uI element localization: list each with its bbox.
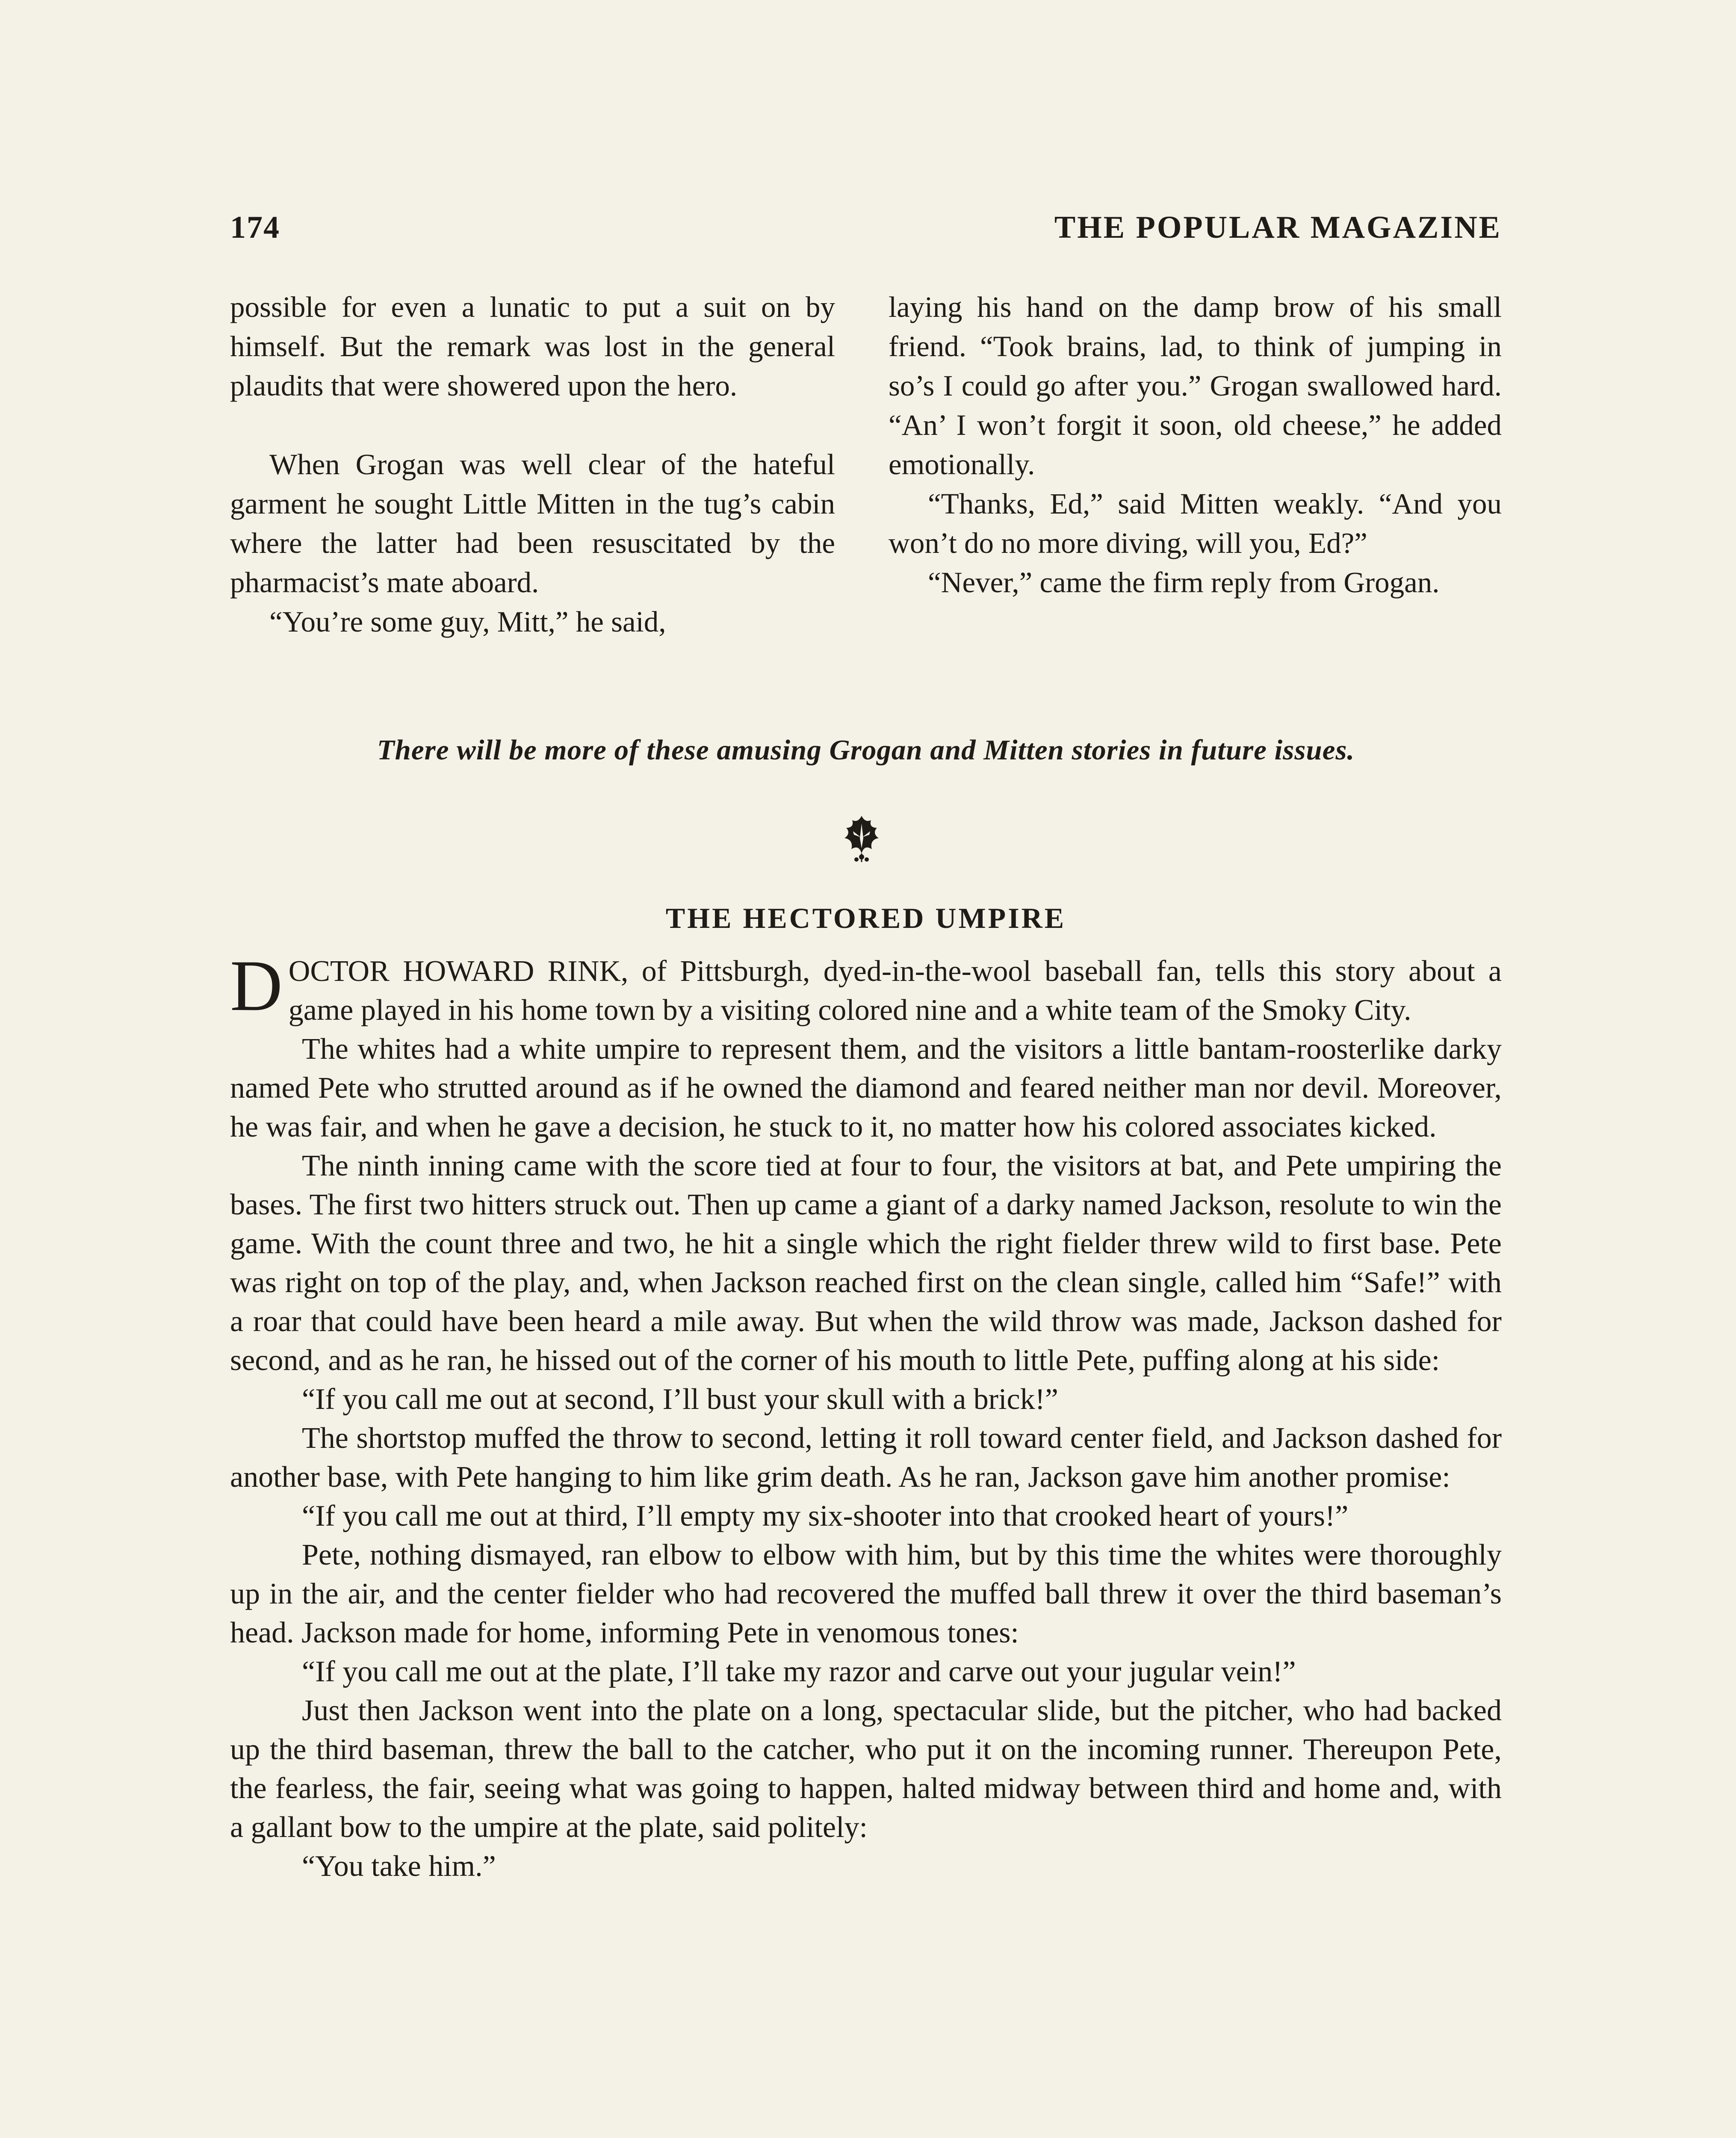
left-paragraph-3: “You’re some guy, Mitt,” he said, bbox=[269, 605, 666, 638]
magazine-title: THE POPULAR MAGAZINE bbox=[1054, 210, 1502, 245]
left-paragraph-2: When Grogan was well clear of the hateful garment he sought Little Mitten in the tug’s cabin where the latter had been resuscitated by the pharmacist’s mate aboard. bbox=[230, 448, 835, 599]
running-header bbox=[230, 210, 1502, 257]
story-paragraph: Pete, nothing dismayed, ran elbow to elbow with him, but by this time the whites were thoroughly up in the air, and the center fielder who had recovered the muffed ball threw it over the third baseman’s head. Jackson made for home, informing Pete in venomous tones: bbox=[230, 1539, 1502, 1649]
left-paragraph-1: possible for even a lunatic to put a suit on by himself. But the remark was lost in the general plaudits that were showered upon the hero. bbox=[230, 291, 835, 402]
right-column bbox=[889, 287, 1502, 602]
right-paragraph-3: “Never,” came the firm reply from Grogan. bbox=[928, 566, 1440, 599]
drop-cap: D bbox=[230, 945, 283, 1026]
story-quote: “You take him.” bbox=[302, 1850, 496, 1883]
story-quote: “If you call me out at the plate, I’ll take my razor and carve out your jugular vein!” bbox=[302, 1655, 1296, 1688]
story-body bbox=[230, 945, 1502, 1886]
story-title: THE HECTORED UMPIRE bbox=[665, 902, 1066, 934]
left-column bbox=[230, 287, 835, 641]
story-paragraph: The shortstop muffed the throw to second, letting it roll toward center field, and Jackson dashed for another base, with Pete hanging to him like grim death. As he ran, Jackson gave him another promise: bbox=[230, 1422, 1502, 1494]
vine-leaf-icon bbox=[836, 812, 887, 864]
story-quote: “If you call me out at second, I’ll bust your skull with a brick!” bbox=[302, 1383, 1058, 1416]
story-quote: “If you call me out at third, I’ll empty my six-shooter into that crooked heart of yours!” bbox=[302, 1500, 1349, 1533]
story-paragraph: The whites had a white umpire to represent them, and the visitors a little bantam-roosterlike darky named Pete who strutted around as if he owned the diamond and feared neither man nor devil. Moreover, he was fair, and when he gave a decision, he stuck to it, no matter how his colored associates kicked. bbox=[230, 1033, 1502, 1143]
story-paragraph: Just then Jackson went into the plate on a long, spectacular slide, but the pitcher, who had backed up the third baseman, threw the ball to the catcher, who put it on the incoming runner. Thereupon Pete, the fearless, the fair, seeing what was going to happen, halted midway between third and home and, with a gallant bow to the umpire at the plate, said politely: bbox=[230, 1694, 1502, 1844]
story-first-text: OCTOR HOWARD RINK, of Pittsburgh, dyed-in-the-wool baseball fan, tells this story about a game played in his home town by a visiting colored nine and a white team of the Smoky City. bbox=[288, 955, 1502, 1027]
story-paragraph-1 bbox=[230, 945, 1502, 1030]
page-number: 174 bbox=[230, 210, 280, 245]
two-column-text bbox=[230, 287, 1502, 723]
right-paragraph-1: laying his hand on the damp brow of his small friend. “Took brains, lad, to think of jumping in so’s I could go after you.” Grogan swallowed hard. “An’ I won’t forgit it soon, old cheese,” he added emotionally. bbox=[889, 291, 1502, 481]
series-teaser: There will be more of these amusing Grogan and Mitten stories in future issues. bbox=[377, 734, 1355, 766]
story-paragraph: The ninth inning came with the score tied at four to four, the visitors at bat, and Pete umpiring the bases. The first two hitters struck out. Then up came a giant of a darky named Jackson, resolute to win the game. With the count three and two, he hit a single which the right fielder threw wild to first base. Pete was right on top of the play, and, when Jackson reached first on the clean single, called him “Safe!” with a roar that could have been heard a mile away. But when the wild throw was made, Jackson dashed for second, and as he ran, he hissed out of the corner of his mouth to little Pete, puffing along at his side: bbox=[230, 1149, 1502, 1377]
right-paragraph-2: “Thanks, Ed,” said Mitten weakly. “And you won’t do no more diving, will you, Ed?” bbox=[889, 487, 1502, 559]
